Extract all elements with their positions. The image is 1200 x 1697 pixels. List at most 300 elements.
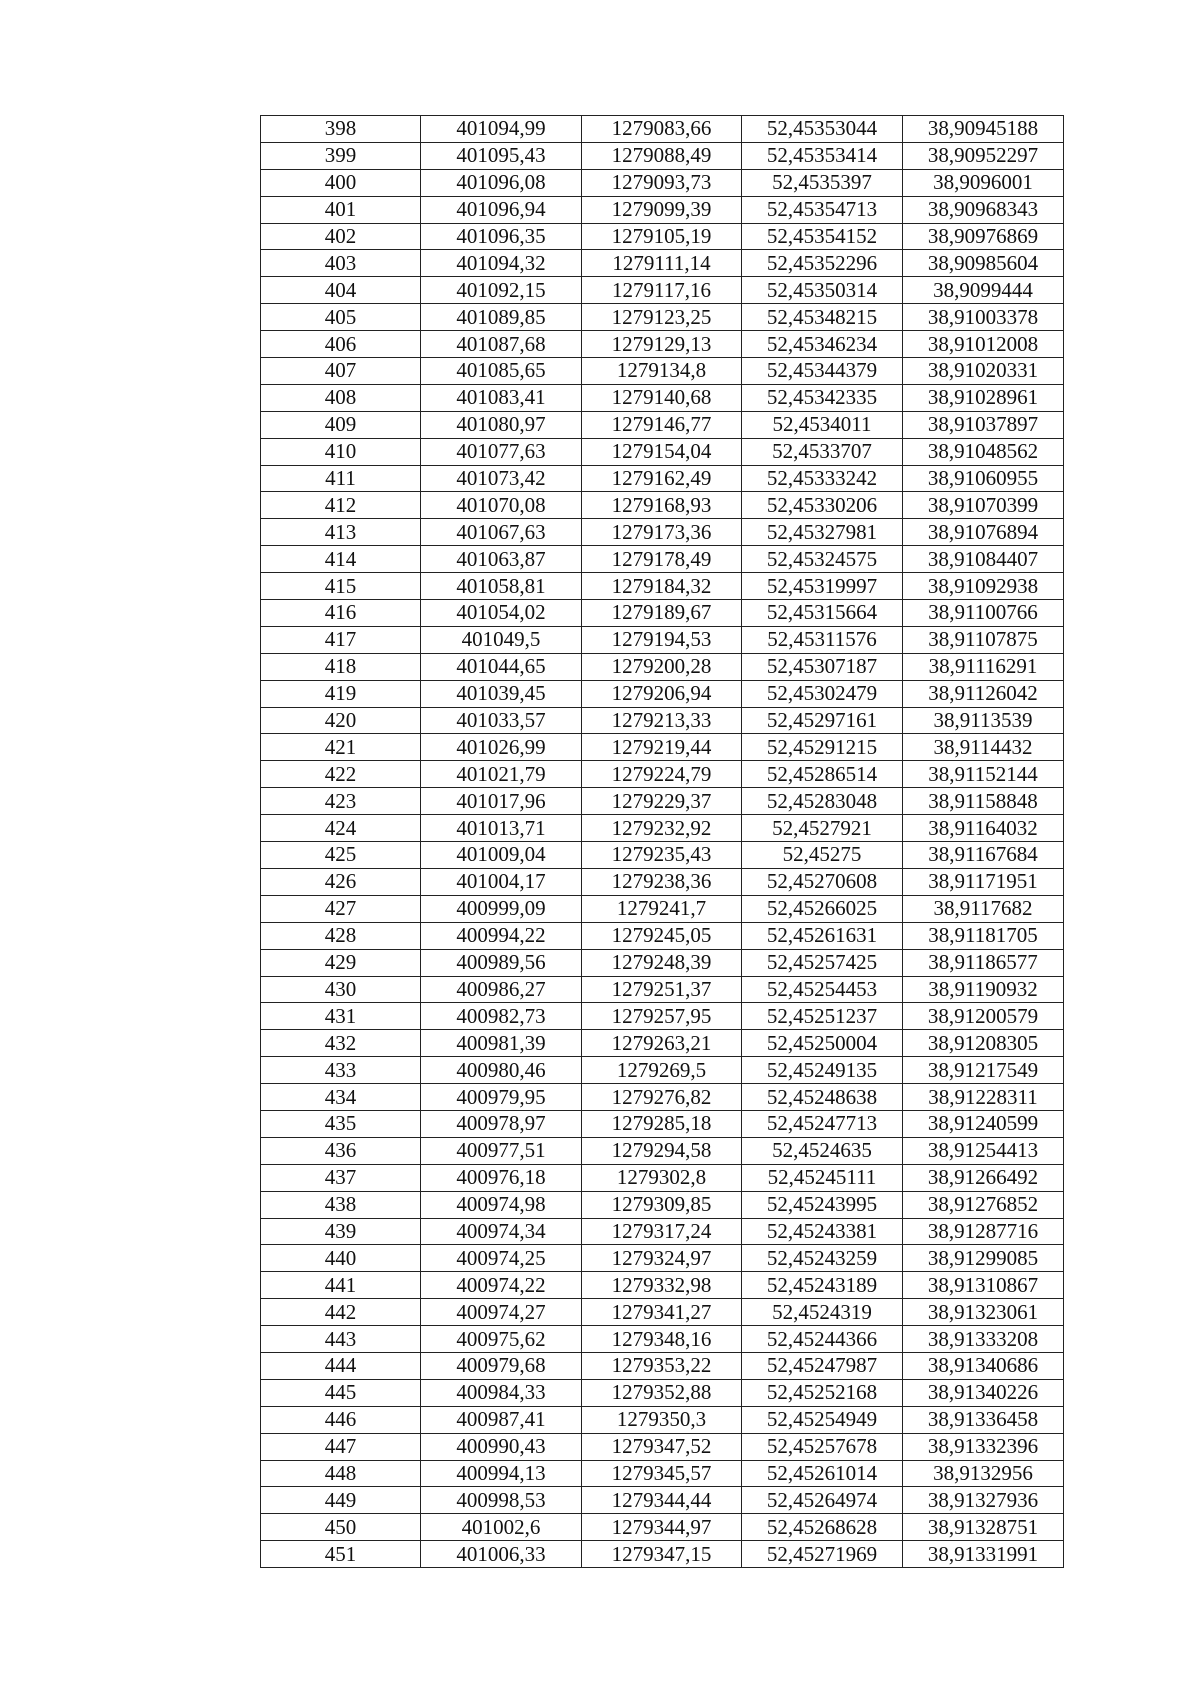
- x-coordinate-cell: 400984,33: [421, 1379, 582, 1406]
- table-row: [261, 1406, 1064, 1433]
- x-coordinate-cell: 401063,87: [421, 546, 582, 573]
- latitude-cell: 52,45254949: [742, 1406, 903, 1433]
- longitude-cell: 38,91217549: [903, 1057, 1064, 1084]
- latitude-cell: 52,45252168: [742, 1379, 903, 1406]
- table-row: [261, 788, 1064, 815]
- table-row: [261, 384, 1064, 411]
- latitude-cell: 52,45283048: [742, 788, 903, 815]
- table-row: [261, 868, 1064, 895]
- latitude-cell: 52,45330206: [742, 492, 903, 519]
- table-row: [261, 465, 1064, 492]
- longitude-cell: 38,91287716: [903, 1218, 1064, 1245]
- point-number-cell: 443: [261, 1326, 421, 1353]
- x-coordinate-cell: 400974,25: [421, 1245, 582, 1272]
- longitude-cell: 38,9114432: [903, 734, 1064, 761]
- y-coordinate-cell: 1279332,98: [582, 1272, 742, 1299]
- point-number-cell: 416: [261, 600, 421, 627]
- x-coordinate-cell: 401049,5: [421, 626, 582, 653]
- latitude-cell: 52,45275: [742, 842, 903, 869]
- longitude-cell: 38,91208305: [903, 1030, 1064, 1057]
- point-number-cell: 437: [261, 1164, 421, 1191]
- coordinates-table: [260, 115, 1064, 1568]
- latitude-cell: 52,45319997: [742, 573, 903, 600]
- longitude-cell: 38,91107875: [903, 626, 1064, 653]
- longitude-cell: 38,9117682: [903, 895, 1064, 922]
- table-row: [261, 1030, 1064, 1057]
- latitude-cell: 52,45245111: [742, 1164, 903, 1191]
- latitude-cell: 52,4534011: [742, 411, 903, 438]
- y-coordinate-cell: 1279232,92: [582, 815, 742, 842]
- longitude-cell: 38,91020331: [903, 358, 1064, 385]
- table-row: [261, 1057, 1064, 1084]
- x-coordinate-cell: 401070,08: [421, 492, 582, 519]
- point-number-cell: 406: [261, 331, 421, 358]
- table-row: [261, 573, 1064, 600]
- longitude-cell: 38,91167684: [903, 842, 1064, 869]
- latitude-cell: 52,45286514: [742, 761, 903, 788]
- point-number-cell: 399: [261, 142, 421, 169]
- longitude-cell: 38,91092938: [903, 573, 1064, 600]
- y-coordinate-cell: 1279206,94: [582, 680, 742, 707]
- table-row: [261, 895, 1064, 922]
- x-coordinate-cell: 401096,08: [421, 169, 582, 196]
- longitude-cell: 38,91152144: [903, 761, 1064, 788]
- y-coordinate-cell: 1279168,93: [582, 492, 742, 519]
- longitude-cell: 38,91060955: [903, 465, 1064, 492]
- latitude-cell: 52,45350314: [742, 277, 903, 304]
- x-coordinate-cell: 400989,56: [421, 949, 582, 976]
- longitude-cell: 38,91333208: [903, 1326, 1064, 1353]
- x-coordinate-cell: 401054,02: [421, 600, 582, 627]
- x-coordinate-cell: 400994,13: [421, 1460, 582, 1487]
- y-coordinate-cell: 1279347,15: [582, 1541, 742, 1568]
- latitude-cell: 52,4524635: [742, 1137, 903, 1164]
- latitude-cell: 52,45268628: [742, 1514, 903, 1541]
- latitude-cell: 52,45248638: [742, 1084, 903, 1111]
- y-coordinate-cell: 1279111,14: [582, 250, 742, 277]
- y-coordinate-cell: 1279241,7: [582, 895, 742, 922]
- longitude-cell: 38,91340226: [903, 1379, 1064, 1406]
- x-coordinate-cell: 401026,99: [421, 734, 582, 761]
- longitude-cell: 38,91331991: [903, 1541, 1064, 1568]
- point-number-cell: 411: [261, 465, 421, 492]
- latitude-cell: 52,45348215: [742, 304, 903, 331]
- table-row: [261, 1272, 1064, 1299]
- y-coordinate-cell: 1279344,44: [582, 1487, 742, 1514]
- latitude-cell: 52,45257678: [742, 1433, 903, 1460]
- x-coordinate-cell: 400999,09: [421, 895, 582, 922]
- x-coordinate-cell: 400977,51: [421, 1137, 582, 1164]
- longitude-cell: 38,91171951: [903, 868, 1064, 895]
- latitude-cell: 52,45353414: [742, 142, 903, 169]
- longitude-cell: 38,91336458: [903, 1406, 1064, 1433]
- latitude-cell: 52,45249135: [742, 1057, 903, 1084]
- y-coordinate-cell: 1279317,24: [582, 1218, 742, 1245]
- y-coordinate-cell: 1279099,39: [582, 196, 742, 223]
- y-coordinate-cell: 1279269,5: [582, 1057, 742, 1084]
- longitude-cell: 38,91254413: [903, 1137, 1064, 1164]
- x-coordinate-cell: 401039,45: [421, 680, 582, 707]
- latitude-cell: 52,45244366: [742, 1326, 903, 1353]
- y-coordinate-cell: 1279178,49: [582, 546, 742, 573]
- longitude-cell: 38,91126042: [903, 680, 1064, 707]
- longitude-cell: 38,9099444: [903, 277, 1064, 304]
- y-coordinate-cell: 1279348,16: [582, 1326, 742, 1353]
- y-coordinate-cell: 1279146,77: [582, 411, 742, 438]
- latitude-cell: 52,4533707: [742, 438, 903, 465]
- y-coordinate-cell: 1279294,58: [582, 1137, 742, 1164]
- x-coordinate-cell: 401067,63: [421, 519, 582, 546]
- x-coordinate-cell: 401013,71: [421, 815, 582, 842]
- latitude-cell: 52,45243381: [742, 1218, 903, 1245]
- latitude-cell: 52,45354713: [742, 196, 903, 223]
- latitude-cell: 52,45311576: [742, 626, 903, 653]
- x-coordinate-cell: 401096,94: [421, 196, 582, 223]
- latitude-cell: 52,45324575: [742, 546, 903, 573]
- x-coordinate-cell: 401094,32: [421, 250, 582, 277]
- x-coordinate-cell: 401092,15: [421, 277, 582, 304]
- longitude-cell: 38,91190932: [903, 976, 1064, 1003]
- table-row: [261, 116, 1064, 143]
- longitude-cell: 38,91037897: [903, 411, 1064, 438]
- table-row: [261, 438, 1064, 465]
- point-number-cell: 429: [261, 949, 421, 976]
- x-coordinate-cell: 400979,68: [421, 1352, 582, 1379]
- y-coordinate-cell: 1279324,97: [582, 1245, 742, 1272]
- point-number-cell: 445: [261, 1379, 421, 1406]
- point-number-cell: 398: [261, 116, 421, 143]
- x-coordinate-cell: 400978,97: [421, 1110, 582, 1137]
- table-row: [261, 707, 1064, 734]
- longitude-cell: 38,90952297: [903, 142, 1064, 169]
- point-number-cell: 448: [261, 1460, 421, 1487]
- table-row: [261, 1460, 1064, 1487]
- latitude-cell: 52,45302479: [742, 680, 903, 707]
- x-coordinate-cell: 401089,85: [421, 304, 582, 331]
- x-coordinate-cell: 400981,39: [421, 1030, 582, 1057]
- y-coordinate-cell: 1279353,22: [582, 1352, 742, 1379]
- table-row: [261, 815, 1064, 842]
- point-number-cell: 405: [261, 304, 421, 331]
- x-coordinate-cell: 401004,17: [421, 868, 582, 895]
- table-row: [261, 976, 1064, 1003]
- table-row: [261, 1218, 1064, 1245]
- coordinates-table-body: [261, 116, 1064, 1568]
- y-coordinate-cell: 1279302,8: [582, 1164, 742, 1191]
- point-number-cell: 442: [261, 1299, 421, 1326]
- x-coordinate-cell: 400986,27: [421, 976, 582, 1003]
- latitude-cell: 52,45297161: [742, 707, 903, 734]
- longitude-cell: 38,91240599: [903, 1110, 1064, 1137]
- y-coordinate-cell: 1279257,95: [582, 1003, 742, 1030]
- y-coordinate-cell: 1279245,05: [582, 922, 742, 949]
- x-coordinate-cell: 401058,81: [421, 573, 582, 600]
- table-row: [261, 142, 1064, 169]
- x-coordinate-cell: 400974,22: [421, 1272, 582, 1299]
- y-coordinate-cell: 1279162,49: [582, 465, 742, 492]
- table-row: [261, 277, 1064, 304]
- y-coordinate-cell: 1279344,97: [582, 1514, 742, 1541]
- table-row: [261, 1487, 1064, 1514]
- x-coordinate-cell: 400990,43: [421, 1433, 582, 1460]
- longitude-cell: 38,9096001: [903, 169, 1064, 196]
- longitude-cell: 38,91266492: [903, 1164, 1064, 1191]
- y-coordinate-cell: 1279345,57: [582, 1460, 742, 1487]
- x-coordinate-cell: 401080,97: [421, 411, 582, 438]
- y-coordinate-cell: 1279347,52: [582, 1433, 742, 1460]
- point-number-cell: 449: [261, 1487, 421, 1514]
- latitude-cell: 52,45243259: [742, 1245, 903, 1272]
- x-coordinate-cell: 401096,35: [421, 223, 582, 250]
- y-coordinate-cell: 1279093,73: [582, 169, 742, 196]
- point-number-cell: 440: [261, 1245, 421, 1272]
- table-row: [261, 358, 1064, 385]
- table-row: [261, 169, 1064, 196]
- longitude-cell: 38,91228311: [903, 1084, 1064, 1111]
- point-number-cell: 435: [261, 1110, 421, 1137]
- y-coordinate-cell: 1279219,44: [582, 734, 742, 761]
- y-coordinate-cell: 1279184,32: [582, 573, 742, 600]
- table-row: [261, 1137, 1064, 1164]
- latitude-cell: 52,45257425: [742, 949, 903, 976]
- longitude-cell: 38,90976869: [903, 223, 1064, 250]
- point-number-cell: 410: [261, 438, 421, 465]
- latitude-cell: 52,45247987: [742, 1352, 903, 1379]
- x-coordinate-cell: 400987,41: [421, 1406, 582, 1433]
- point-number-cell: 427: [261, 895, 421, 922]
- longitude-cell: 38,91186577: [903, 949, 1064, 976]
- latitude-cell: 52,45243189: [742, 1272, 903, 1299]
- y-coordinate-cell: 1279251,37: [582, 976, 742, 1003]
- point-number-cell: 404: [261, 277, 421, 304]
- x-coordinate-cell: 401087,68: [421, 331, 582, 358]
- point-number-cell: 424: [261, 815, 421, 842]
- y-coordinate-cell: 1279263,21: [582, 1030, 742, 1057]
- latitude-cell: 52,45291215: [742, 734, 903, 761]
- latitude-cell: 52,45254453: [742, 976, 903, 1003]
- point-number-cell: 428: [261, 922, 421, 949]
- longitude-cell: 38,91100766: [903, 600, 1064, 627]
- longitude-cell: 38,91332396: [903, 1433, 1064, 1460]
- table-row: [261, 1326, 1064, 1353]
- longitude-cell: 38,91028961: [903, 384, 1064, 411]
- x-coordinate-cell: 400980,46: [421, 1057, 582, 1084]
- latitude-cell: 52,4524319: [742, 1299, 903, 1326]
- point-number-cell: 400: [261, 169, 421, 196]
- longitude-cell: 38,91003378: [903, 304, 1064, 331]
- longitude-cell: 38,91048562: [903, 438, 1064, 465]
- table-row: [261, 546, 1064, 573]
- point-number-cell: 417: [261, 626, 421, 653]
- table-row: [261, 600, 1064, 627]
- point-number-cell: 409: [261, 411, 421, 438]
- point-number-cell: 412: [261, 492, 421, 519]
- x-coordinate-cell: 401033,57: [421, 707, 582, 734]
- x-coordinate-cell: 401083,41: [421, 384, 582, 411]
- point-number-cell: 420: [261, 707, 421, 734]
- y-coordinate-cell: 1279140,68: [582, 384, 742, 411]
- latitude-cell: 52,45327981: [742, 519, 903, 546]
- table-row: [261, 922, 1064, 949]
- longitude-cell: 38,91340686: [903, 1352, 1064, 1379]
- latitude-cell: 52,4535397: [742, 169, 903, 196]
- table-row: [261, 1245, 1064, 1272]
- y-coordinate-cell: 1279350,3: [582, 1406, 742, 1433]
- point-number-cell: 422: [261, 761, 421, 788]
- point-number-cell: 444: [261, 1352, 421, 1379]
- y-coordinate-cell: 1279154,04: [582, 438, 742, 465]
- latitude-cell: 52,45264974: [742, 1487, 903, 1514]
- y-coordinate-cell: 1279200,28: [582, 653, 742, 680]
- latitude-cell: 52,45271969: [742, 1541, 903, 1568]
- point-number-cell: 423: [261, 788, 421, 815]
- y-coordinate-cell: 1279235,43: [582, 842, 742, 869]
- point-number-cell: 407: [261, 358, 421, 385]
- latitude-cell: 52,45261631: [742, 922, 903, 949]
- y-coordinate-cell: 1279341,27: [582, 1299, 742, 1326]
- table-row: [261, 1299, 1064, 1326]
- latitude-cell: 52,45250004: [742, 1030, 903, 1057]
- y-coordinate-cell: 1279248,39: [582, 949, 742, 976]
- point-number-cell: 403: [261, 250, 421, 277]
- point-number-cell: 432: [261, 1030, 421, 1057]
- x-coordinate-cell: 401017,96: [421, 788, 582, 815]
- latitude-cell: 52,45346234: [742, 331, 903, 358]
- longitude-cell: 38,91181705: [903, 922, 1064, 949]
- y-coordinate-cell: 1279088,49: [582, 142, 742, 169]
- point-number-cell: 434: [261, 1084, 421, 1111]
- point-number-cell: 413: [261, 519, 421, 546]
- point-number-cell: 408: [261, 384, 421, 411]
- y-coordinate-cell: 1279105,19: [582, 223, 742, 250]
- longitude-cell: 38,90985604: [903, 250, 1064, 277]
- longitude-cell: 38,9132956: [903, 1460, 1064, 1487]
- point-number-cell: 414: [261, 546, 421, 573]
- latitude-cell: 52,45353044: [742, 116, 903, 143]
- latitude-cell: 52,45354152: [742, 223, 903, 250]
- longitude-cell: 38,91070399: [903, 492, 1064, 519]
- longitude-cell: 38,9113539: [903, 707, 1064, 734]
- x-coordinate-cell: 400975,62: [421, 1326, 582, 1353]
- y-coordinate-cell: 1279238,36: [582, 868, 742, 895]
- table-row: [261, 304, 1064, 331]
- x-coordinate-cell: 401021,79: [421, 761, 582, 788]
- x-coordinate-cell: 400994,22: [421, 922, 582, 949]
- latitude-cell: 52,45251237: [742, 1003, 903, 1030]
- table-row: [261, 1110, 1064, 1137]
- y-coordinate-cell: 1279194,53: [582, 626, 742, 653]
- table-row: [261, 842, 1064, 869]
- x-coordinate-cell: 401006,33: [421, 1541, 582, 1568]
- table-row: [261, 250, 1064, 277]
- point-number-cell: 439: [261, 1218, 421, 1245]
- y-coordinate-cell: 1279134,8: [582, 358, 742, 385]
- table-row: [261, 1379, 1064, 1406]
- point-number-cell: 441: [261, 1272, 421, 1299]
- point-number-cell: 451: [261, 1541, 421, 1568]
- latitude-cell: 52,45247713: [742, 1110, 903, 1137]
- latitude-cell: 52,45342335: [742, 384, 903, 411]
- latitude-cell: 52,45315664: [742, 600, 903, 627]
- table-row: [261, 1541, 1064, 1568]
- table-row: [261, 331, 1064, 358]
- point-number-cell: 419: [261, 680, 421, 707]
- x-coordinate-cell: 401095,43: [421, 142, 582, 169]
- point-number-cell: 421: [261, 734, 421, 761]
- point-number-cell: 425: [261, 842, 421, 869]
- table-row: [261, 196, 1064, 223]
- point-number-cell: 447: [261, 1433, 421, 1460]
- y-coordinate-cell: 1279229,37: [582, 788, 742, 815]
- latitude-cell: 52,45344379: [742, 358, 903, 385]
- y-coordinate-cell: 1279213,33: [582, 707, 742, 734]
- table-row: [261, 680, 1064, 707]
- x-coordinate-cell: 401073,42: [421, 465, 582, 492]
- y-coordinate-cell: 1279129,13: [582, 331, 742, 358]
- latitude-cell: 52,45270608: [742, 868, 903, 895]
- latitude-cell: 52,4527921: [742, 815, 903, 842]
- longitude-cell: 38,91327936: [903, 1487, 1064, 1514]
- table-row: [261, 519, 1064, 546]
- point-number-cell: 431: [261, 1003, 421, 1030]
- y-coordinate-cell: 1279224,79: [582, 761, 742, 788]
- table-row: [261, 1433, 1064, 1460]
- x-coordinate-cell: 401077,63: [421, 438, 582, 465]
- x-coordinate-cell: 401009,04: [421, 842, 582, 869]
- latitude-cell: 52,45333242: [742, 465, 903, 492]
- latitude-cell: 52,45352296: [742, 250, 903, 277]
- x-coordinate-cell: 400976,18: [421, 1164, 582, 1191]
- x-coordinate-cell: 400982,73: [421, 1003, 582, 1030]
- longitude-cell: 38,91164032: [903, 815, 1064, 842]
- longitude-cell: 38,91084407: [903, 546, 1064, 573]
- x-coordinate-cell: 401094,99: [421, 116, 582, 143]
- longitude-cell: 38,91200579: [903, 1003, 1064, 1030]
- y-coordinate-cell: 1279083,66: [582, 116, 742, 143]
- x-coordinate-cell: 401002,6: [421, 1514, 582, 1541]
- longitude-cell: 38,91076894: [903, 519, 1064, 546]
- point-number-cell: 415: [261, 573, 421, 600]
- table-row: [261, 734, 1064, 761]
- table-row: [261, 492, 1064, 519]
- point-number-cell: 430: [261, 976, 421, 1003]
- x-coordinate-cell: 400974,34: [421, 1218, 582, 1245]
- x-coordinate-cell: 401044,65: [421, 653, 582, 680]
- point-number-cell: 401: [261, 196, 421, 223]
- point-number-cell: 426: [261, 868, 421, 895]
- latitude-cell: 52,45266025: [742, 895, 903, 922]
- point-number-cell: 438: [261, 1191, 421, 1218]
- point-number-cell: 446: [261, 1406, 421, 1433]
- y-coordinate-cell: 1279123,25: [582, 304, 742, 331]
- y-coordinate-cell: 1279173,36: [582, 519, 742, 546]
- y-coordinate-cell: 1279276,82: [582, 1084, 742, 1111]
- table-row: [261, 1514, 1064, 1541]
- table-row: [261, 1084, 1064, 1111]
- x-coordinate-cell: 400974,98: [421, 1191, 582, 1218]
- longitude-cell: 38,90968343: [903, 196, 1064, 223]
- y-coordinate-cell: 1279285,18: [582, 1110, 742, 1137]
- point-number-cell: 436: [261, 1137, 421, 1164]
- table-row: [261, 653, 1064, 680]
- y-coordinate-cell: 1279189,67: [582, 600, 742, 627]
- latitude-cell: 52,45243995: [742, 1191, 903, 1218]
- y-coordinate-cell: 1279117,16: [582, 277, 742, 304]
- point-number-cell: 433: [261, 1057, 421, 1084]
- point-number-cell: 418: [261, 653, 421, 680]
- x-coordinate-cell: 401085,65: [421, 358, 582, 385]
- y-coordinate-cell: 1279309,85: [582, 1191, 742, 1218]
